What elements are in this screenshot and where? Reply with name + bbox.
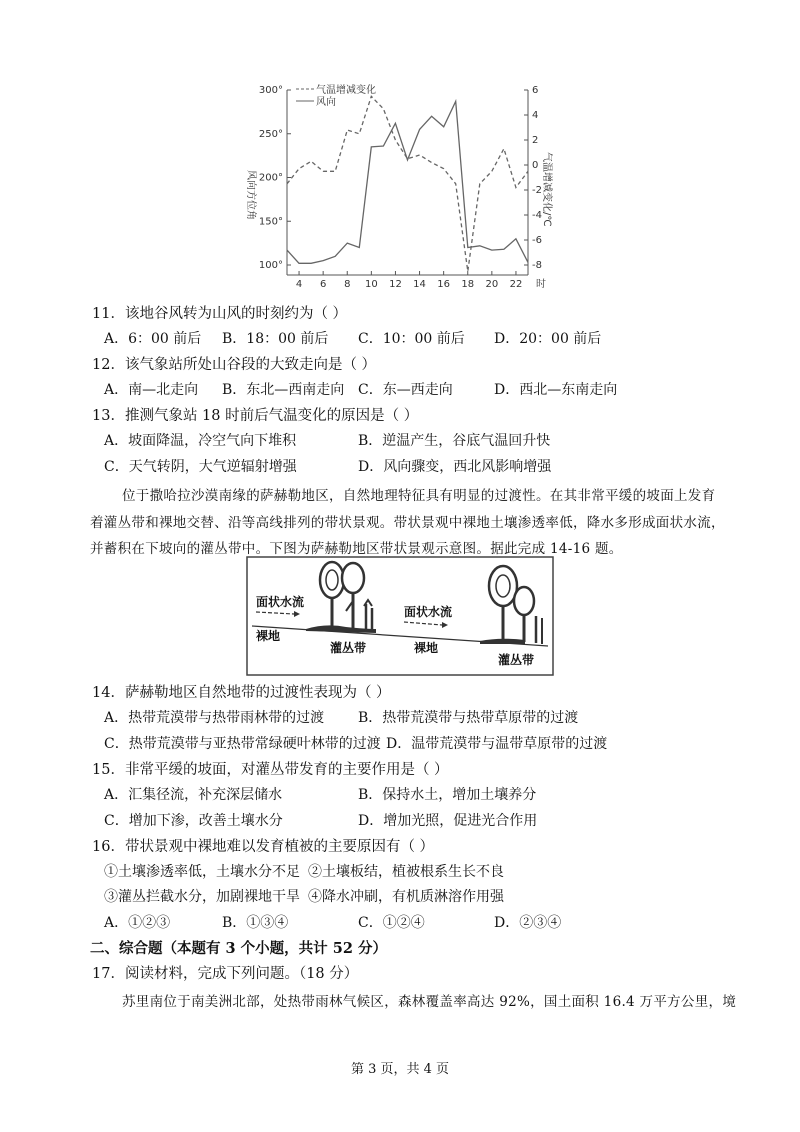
q15-option-d[interactable]: D．增加光照，促进光合作用: [358, 813, 538, 829]
legend-wind: 风向: [316, 97, 336, 108]
x-tick-label: 6: [319, 279, 327, 290]
y-right-tick-label: 0: [532, 160, 539, 171]
label-flow-1: 面状水流: [256, 595, 305, 609]
q16-option-d[interactable]: D．②③④: [494, 915, 562, 931]
q13-option-c[interactable]: C．天气转阴，大气逆辐射增强: [104, 459, 297, 475]
q15-option-b[interactable]: B．保持水土，增加土壤养分: [358, 787, 537, 803]
q15-option-c[interactable]: C．增加下渗，改善土壤水分: [104, 813, 283, 829]
y-left-tick-label: 100°: [258, 260, 283, 271]
y-right-tick-label: 2: [532, 135, 539, 146]
q16-option-a[interactable]: A．①②③: [104, 915, 171, 931]
y-left-tick-label: 250°: [258, 128, 283, 140]
page-footer: 第 3 页，共 4 页: [350, 1062, 450, 1077]
q14-option-c[interactable]: C．热带荒漠带与亚热带常绿硬叶林带的过渡: [104, 736, 381, 752]
passage-line-3: 并蓄积在下坡向的灌丛带中。下图为萨赫勒地区带状景观示意图。据此完成 14-16 题。: [90, 541, 623, 557]
q13-stem: 13．推测气象站 18 时前后气温变化的原因是（ ）: [92, 408, 419, 424]
wind-direction-line: [287, 101, 528, 263]
x-tick-label: 8: [344, 279, 351, 290]
x-tick-label: 14: [413, 279, 426, 290]
q12-stem: 12．该气象站所处山谷段的大致走向是（ ）: [92, 357, 377, 373]
label-bare-1: 裸地: [256, 629, 281, 643]
q11-stem: 11．该地谷风转为山风的时刻约为（ ）: [92, 306, 348, 322]
right-axis-label: 气温增减变化/℃: [541, 152, 552, 227]
q14-stem: 14．萨赫勒地区自然地带的过渡性表现为（ ）: [92, 685, 391, 701]
x-tick-label: 16: [437, 279, 451, 290]
q14-option-b[interactable]: B．热带荒漠带与热带草原带的过渡: [358, 710, 579, 726]
q12-option-a[interactable]: A．南—北走向: [104, 382, 199, 398]
label-shrub-2: 灌丛带: [498, 653, 535, 667]
y-right-tick-label: 6: [532, 85, 539, 96]
y-right-tick-label: -6: [532, 235, 542, 246]
label-shrub-1: 灌丛带: [330, 641, 367, 655]
q11-option-a[interactable]: A．6：00 前后: [104, 331, 202, 347]
label-flow-2: 面状水流: [404, 605, 453, 619]
q11-option-b[interactable]: B．18：00 前后: [222, 331, 329, 347]
q16-option-b[interactable]: B．①③④: [222, 915, 289, 931]
q13-option-a[interactable]: A．坡面降温，冷空气向下堆积: [104, 433, 297, 449]
y-left-tick-label: 150°: [258, 216, 283, 228]
q12-option-c[interactable]: C．东—西走向: [358, 382, 453, 398]
y-right-tick-label: -4: [532, 210, 542, 221]
y-right-tick-label: -2: [532, 185, 542, 196]
left-axis-label: 风向方位角: [245, 170, 256, 220]
x-axis-unit: 时: [536, 279, 546, 290]
y-left-tick-label: 200°: [258, 172, 283, 184]
q16-statement-3: ③灌丛拦截水分，加剧裸地干旱: [104, 889, 300, 905]
q14-option-d[interactable]: D．温带荒漠带与温带草原带的过渡: [386, 736, 608, 752]
x-tick-label: 10: [364, 279, 378, 290]
q16-statement-2: ②土壤板结，植被根系生长不良: [308, 864, 504, 880]
q14-option-a[interactable]: A．热带荒漠带与热带雨林带的过渡: [104, 710, 325, 726]
q17-material-line-1: 苏里南位于南美洲北部，处热带雨林气候区，森林覆盖率高达 92%，国土面积 16.4 万平方公里，境: [122, 994, 737, 1010]
x-tick-label: 20: [485, 279, 499, 290]
x-tick-label: 18: [461, 279, 475, 290]
y-left-tick-label: 300°: [258, 85, 283, 96]
q16-statement-4: ④降水冲刷，有机质淋溶作用强: [308, 889, 504, 905]
q15-stem: 15．非常平缓的坡面，对灌丛带发育的主要作用是（ ）: [92, 762, 449, 778]
y-right-tick-label: 4: [532, 110, 539, 121]
q16-option-c[interactable]: C．①②④: [358, 915, 425, 931]
q12-option-b[interactable]: B．东北—西南走向: [222, 382, 345, 398]
q11-option-c[interactable]: C．10：00 前后: [358, 331, 465, 347]
q13-option-b[interactable]: B．逆温产生，谷底气温回升快: [358, 433, 551, 449]
wind-temperature-chart: [238, 80, 558, 295]
label-bare-2: 裸地: [414, 641, 439, 655]
banded-landscape-figure: [246, 556, 554, 676]
q17-stem: 17．阅读材料，完成下列问题。（18 分）: [92, 966, 359, 982]
passage-line-2: 着灌丛带和裸地交替、沿等高线排列的带状景观。带状景观中裸地土壤渗透率低，降水多形成面状水流，: [90, 515, 725, 531]
q11-option-d[interactable]: D．20：00 前后: [494, 331, 602, 347]
legend-temperature: 气温增减变化: [316, 85, 376, 96]
temperature-change-line: [287, 96, 528, 271]
q16-statement-1: ①土壤渗透率低，土壤水分不足: [104, 864, 300, 880]
section-2-heading: 二、综合题（本题有 3 个小题，共计 52 分）: [90, 940, 387, 957]
x-tick-label: 12: [389, 279, 402, 290]
y-right-tick-label: -8: [532, 260, 542, 271]
q12-option-d[interactable]: D．西北—东南走向: [494, 382, 618, 398]
q15-option-a[interactable]: A．汇集径流，补充深层储水: [104, 787, 283, 803]
q16-stem: 16．带状景观中裸地难以发育植被的主要原因有（ ）: [92, 839, 435, 855]
q13-option-d[interactable]: D．风向骤变，西北风影响增强: [358, 459, 552, 475]
passage-line-1: 位于撒哈拉沙漠南缘的萨赫勒地区，自然地理特征具有明显的过渡性。在其非常平缓的坡面上发育: [122, 488, 716, 504]
x-tick-label: 4: [295, 279, 303, 290]
x-tick-label: 22: [509, 279, 523, 290]
